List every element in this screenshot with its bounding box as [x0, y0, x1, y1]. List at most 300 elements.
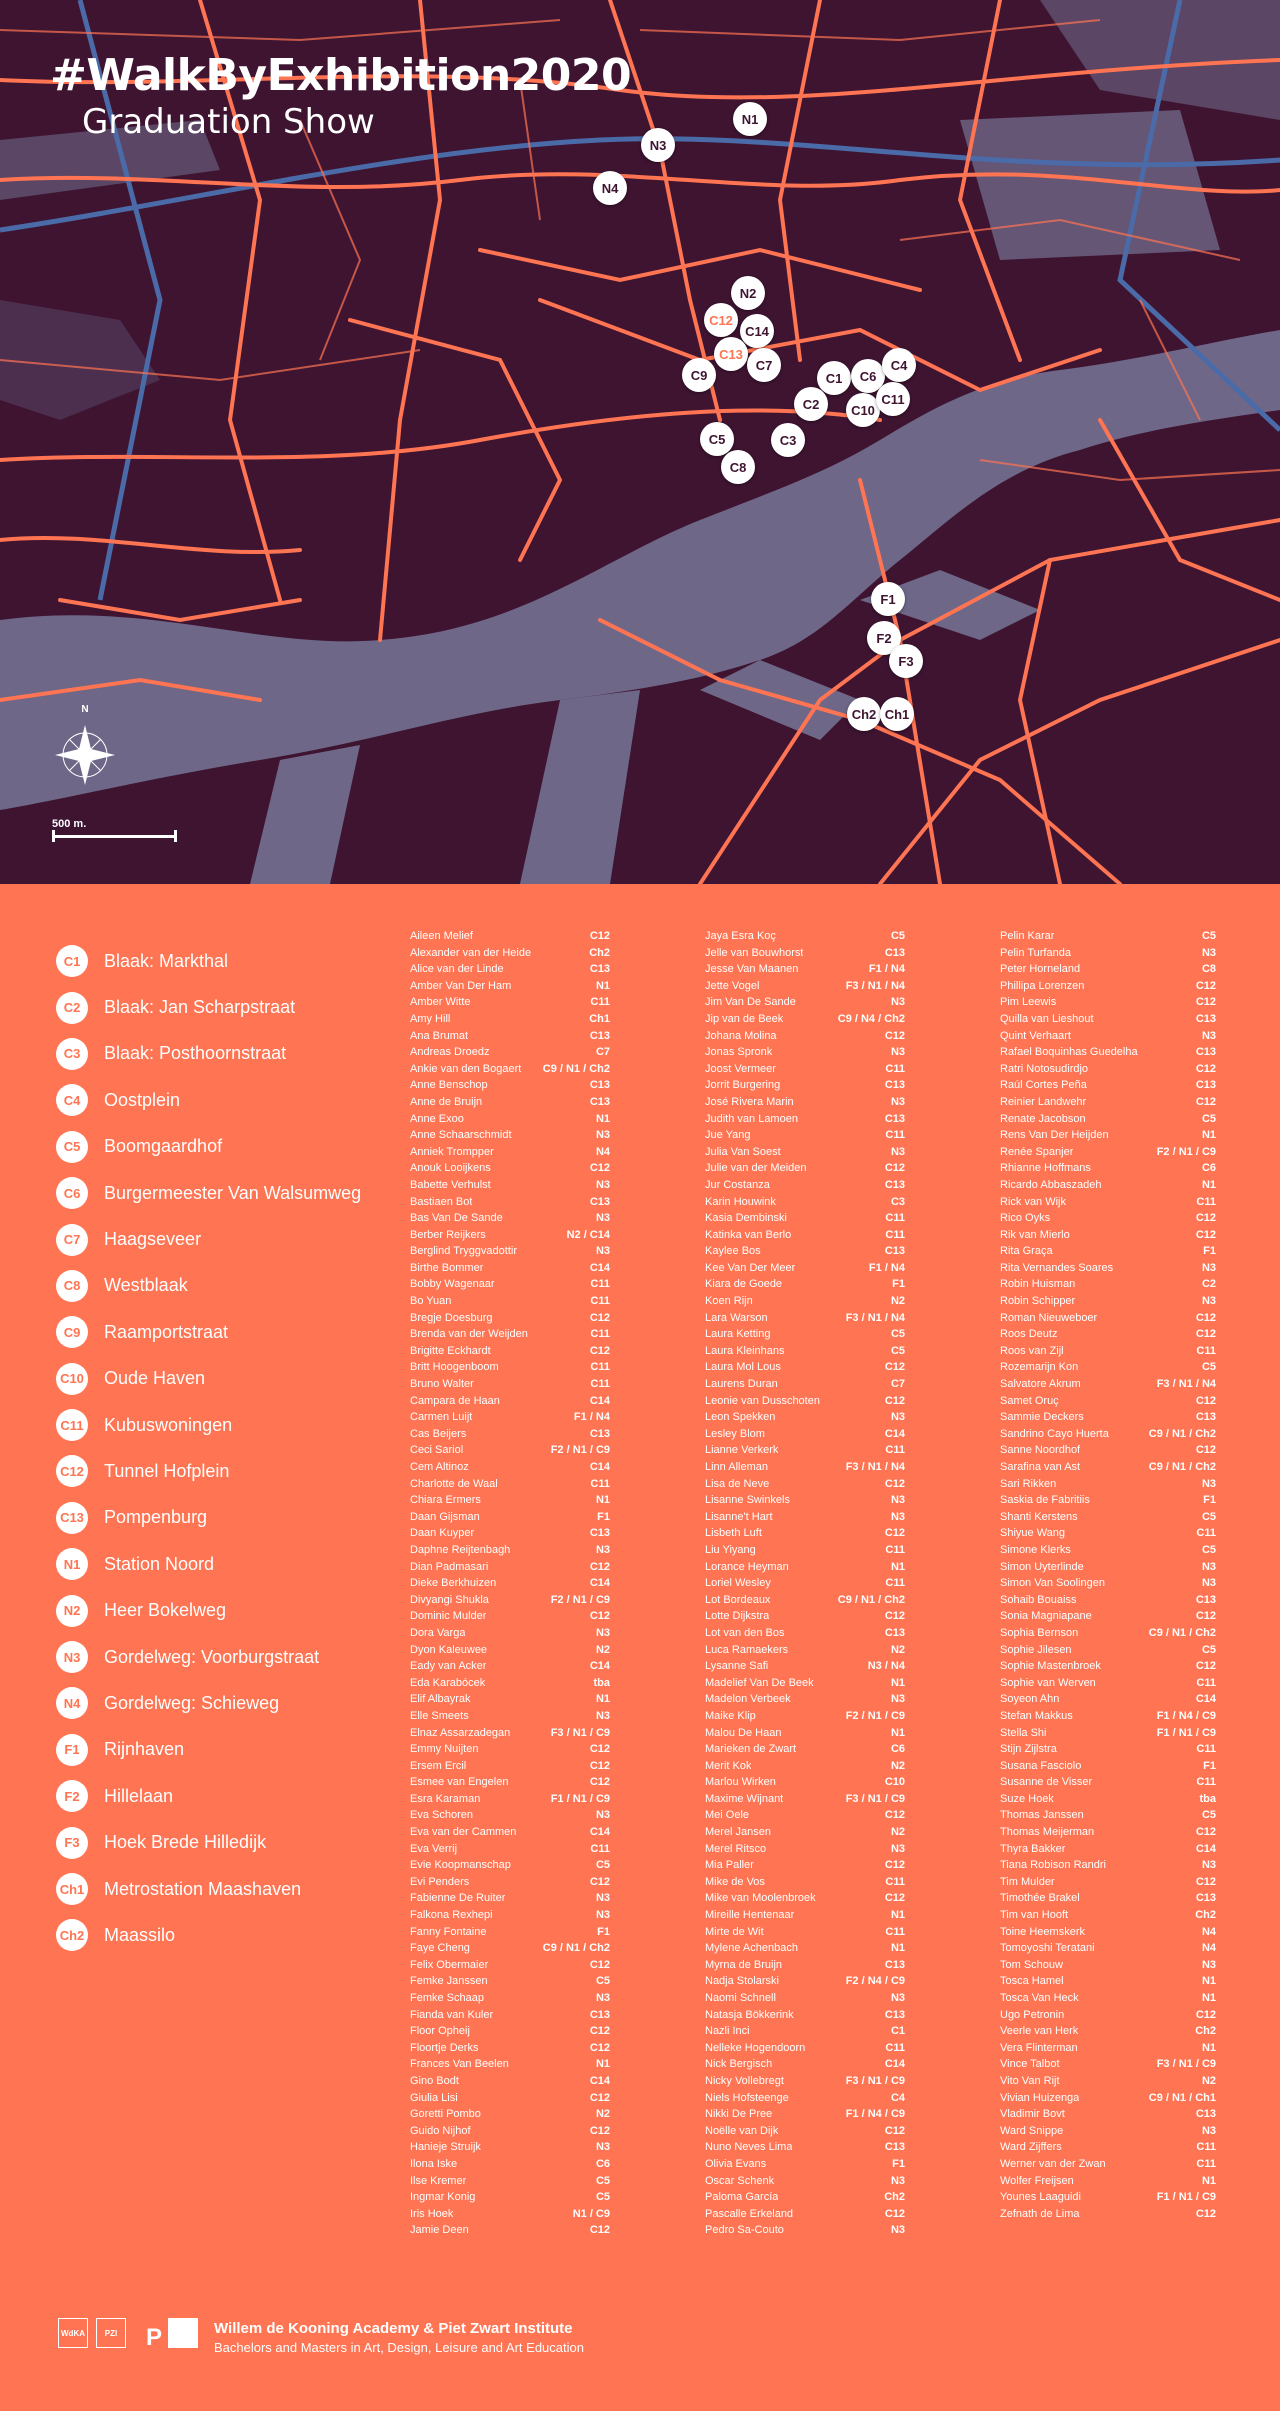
student-row [410, 1658, 610, 1675]
student-row [410, 1525, 610, 1542]
student-name: Elif Albayrak [410, 1693, 471, 1706]
student-location: N3 [1201, 1859, 1216, 1872]
location-label: Pompenburg [104, 1507, 208, 1528]
student-name: Nikki De Pree [705, 2108, 773, 2121]
map-pin-c14[interactable]: C14 [740, 314, 774, 348]
student-name: Rico Oyks [1000, 1212, 1051, 1225]
student-location: C11 [590, 996, 610, 1009]
student-row [410, 2040, 610, 2057]
student-name: Lysanne Safi [705, 1660, 769, 1673]
student-location: N3 [595, 1909, 610, 1922]
student-name: Bas Van De Sande [410, 1212, 503, 1225]
student-location: C14 [589, 1577, 610, 1590]
location-label: Boomgaardhof [104, 1136, 223, 1157]
location-badge: C12 [56, 1455, 88, 1487]
student-name: Rita Vernandes Soares [1000, 1261, 1114, 1274]
legend-item [56, 1587, 386, 1633]
student-row [410, 994, 610, 1011]
legend-item [56, 1263, 386, 1309]
student-name: Renée Spanjer [1000, 1145, 1074, 1158]
student-name: Rick van Wijk [1000, 1195, 1067, 1208]
student-row [410, 1542, 610, 1559]
student-location: C5 [595, 1859, 610, 1872]
student-row [1000, 1393, 1216, 1410]
map-pin-f3[interactable]: F3 [889, 644, 923, 678]
student-location: N1 / C9 [572, 2207, 610, 2220]
student-name: Lot Bordeaux [705, 1593, 771, 1606]
student-row [705, 1708, 905, 1725]
student-row [1000, 1243, 1216, 1260]
student-name: Pascalle Erkeland [705, 2207, 794, 2220]
student-name: Ward Zijffers [1000, 2141, 1062, 2154]
student-location: C2 [1201, 1278, 1216, 1291]
student-name: Raúl Cortes Peña [1000, 1079, 1087, 1092]
student-name: Joost Vermeer [705, 1062, 776, 1075]
map-pin-c9[interactable]: C9 [682, 358, 716, 392]
student-name: Sari Rikken [1000, 1477, 1057, 1490]
legend-item [56, 1031, 386, 1077]
map-pin-c6[interactable]: C6 [851, 359, 885, 393]
map-pin-c7[interactable]: C7 [747, 348, 781, 382]
student-name: Paloma García [705, 2191, 779, 2204]
map-pin-c12[interactable]: C12 [704, 303, 738, 337]
map-pin-c5[interactable]: C5 [700, 422, 734, 456]
student-location: N3 [1201, 1560, 1216, 1573]
student-location: C5 [890, 1344, 905, 1357]
student-name: Nuno Neves Lima [705, 2141, 793, 2154]
student-location: C5 [890, 930, 905, 942]
student-name: Reinier Landwehr [1000, 1095, 1087, 1108]
student-location: C13 [884, 2141, 905, 2154]
student-row [1000, 1111, 1216, 1128]
student-row [410, 1725, 610, 1742]
student-location: C11 [590, 1328, 610, 1341]
location-badge: C1 [56, 945, 88, 977]
student-name: Anne Schaarschmidt [410, 1129, 512, 1142]
student-location: N2 [890, 1295, 905, 1308]
student-location: N3 [890, 2224, 905, 2237]
student-name: Pelin Turfanda [1000, 946, 1071, 959]
student-location: C12 [589, 2224, 610, 2237]
student-row [410, 1094, 610, 1111]
student-name: Brenda van der Weijden [410, 1328, 528, 1341]
student-location: C7 [890, 1378, 905, 1391]
student-location: C5 [595, 1975, 610, 1988]
student-name: Alexander van der Heide [410, 946, 532, 959]
location-label: Kubuswoningen [104, 1414, 233, 1435]
student-row [705, 1592, 905, 1609]
student-row [410, 1841, 610, 1858]
scale-label: 500 m. [52, 818, 87, 830]
student-location: N1 [890, 1909, 905, 1922]
student-row [705, 978, 905, 995]
student-location: C12 [589, 1875, 610, 1888]
student-row [410, 1758, 610, 1775]
legend-item [56, 1866, 386, 1912]
student-location: C11 [1196, 1743, 1216, 1756]
student-row [1000, 1592, 1216, 1609]
map-pin-ch1[interactable]: Ch1 [880, 697, 914, 731]
student-row [410, 1343, 610, 1360]
map-pin-c2[interactable]: C2 [794, 387, 828, 421]
student-name: Thomas Meijerman [1000, 1826, 1095, 1839]
student-name: Falkona Rexhepi [410, 1909, 493, 1922]
student-location: C11 [885, 1212, 905, 1225]
student-row [410, 1210, 610, 1227]
location-label: Rijnhaven [104, 1739, 185, 1760]
student-row [705, 1874, 905, 1891]
student-location: F1 / N1 / C9 [1156, 2191, 1216, 2204]
location-label: Raamportstraat [104, 1321, 229, 1342]
student-location: Ch1 [589, 1012, 610, 1025]
student-location: C5 [1201, 1112, 1216, 1125]
student-location: N4 [595, 1145, 610, 1158]
student-location: C9 / N1 / Ch2 [542, 1062, 610, 1075]
student-row [410, 1509, 610, 1526]
student-name: Dyon Kaleuwee [410, 1643, 488, 1656]
student-location: N3 [595, 1626, 610, 1639]
student-name: Nicky Vollebregt [705, 2074, 784, 2087]
student-location: Ch2 [884, 2191, 905, 2204]
student-row [1000, 1874, 1216, 1891]
student-row [705, 1907, 905, 1924]
student-row [1000, 1924, 1216, 1941]
student-row [705, 2139, 905, 2156]
map-pin-c13[interactable]: C13 [714, 337, 748, 371]
map-pin-f1[interactable]: F1 [871, 582, 905, 616]
student-row [410, 1293, 610, 1310]
student-name: Jip van de Beek [705, 1012, 784, 1025]
student-location: N2 / C14 [566, 1228, 610, 1241]
location-label: Hillelaan [104, 1785, 174, 1806]
student-row [410, 1227, 610, 1244]
student-row [1000, 961, 1216, 978]
student-location: C5 [1201, 930, 1216, 942]
student-row [1000, 945, 1216, 962]
student-row [1000, 2173, 1216, 2190]
student-row [410, 1857, 610, 1874]
student-location: F2 / N1 / C9 [1156, 1145, 1216, 1158]
student-row [705, 2056, 905, 2073]
student-row [705, 1741, 905, 1758]
student-row [410, 2206, 610, 2223]
student-row [1000, 1127, 1216, 1144]
location-label: Haagseveer [104, 1229, 202, 1250]
student-row [705, 1293, 905, 1310]
student-name: Jesse Van Maanen [705, 963, 799, 976]
student-row [705, 2156, 905, 2173]
student-name: Julia Van Soest [705, 1145, 781, 1158]
student-name: Anouk Looijkens [410, 1162, 491, 1175]
student-row [1000, 1293, 1216, 1310]
location-badge: N2 [56, 1595, 88, 1627]
student-location: C12 [1195, 1311, 1216, 1324]
student-row [705, 1160, 905, 1177]
student-location: C12 [589, 2025, 610, 2038]
student-row [705, 2222, 905, 2239]
map-pin-c11[interactable]: C11 [876, 382, 910, 416]
student-location: C9 / N1 / Ch2 [1148, 1461, 1216, 1473]
location-badge: Ch2 [56, 1919, 88, 1951]
student-name: Lisbeth Luft [705, 1527, 762, 1540]
student-location: C12 [884, 1859, 905, 1872]
student-row [1000, 1525, 1216, 1542]
student-name: Phillipa Lorenzen [1000, 979, 1085, 992]
student-row [705, 2073, 905, 2090]
student-name: Pim Leewis [1000, 996, 1057, 1009]
student-name: Laurens Duran [705, 1378, 778, 1391]
student-row [1000, 1376, 1216, 1393]
student-location: F1 [597, 1510, 610, 1523]
student-location: C6 [1201, 1162, 1216, 1175]
student-location: C9 / N4 / Ch2 [837, 1012, 905, 1025]
student-name: Merel Ritsco [705, 1842, 767, 1855]
student-row [410, 1376, 610, 1393]
student-location: F1 / N4 / C9 [845, 2108, 905, 2121]
student-location: C12 [1195, 996, 1216, 1009]
student-row [705, 1061, 905, 1078]
legend-item [56, 1077, 386, 1123]
map-pin-n2[interactable]: N2 [731, 276, 765, 310]
student-name: Quint Verhaart [1000, 1029, 1071, 1042]
student-name: Fabienne De Ruiter [410, 1892, 506, 1905]
student-name: Shiyue Wang [1000, 1527, 1066, 1540]
location-badge: C11 [56, 1409, 88, 1441]
student-row [410, 1924, 610, 1941]
student-name: Kiara de Goede [705, 1278, 783, 1291]
map-pin-c10[interactable]: C10 [846, 393, 880, 427]
student-location: N1 [890, 1726, 905, 1739]
student-row [1000, 2106, 1216, 2123]
student-name: Jur Costanza [705, 1178, 770, 1191]
student-location: C14 [589, 1461, 610, 1473]
student-location: C13 [1195, 2108, 1216, 2121]
student-row [705, 1359, 905, 1376]
student-location: N2 [890, 1643, 905, 1656]
student-row [410, 1824, 610, 1841]
student-row [705, 1691, 905, 1708]
map-pin-c3[interactable]: C3 [771, 423, 805, 457]
student-location: C11 [885, 1875, 905, 1888]
student-location: C11 [590, 1278, 610, 1291]
student-name: Mia Paller [705, 1859, 754, 1872]
student-location: F1 / N1 / C9 [550, 1792, 610, 1805]
student-location: C13 [589, 1029, 610, 1042]
city-map[interactable] [0, 0, 1280, 884]
student-location: N3 [1201, 946, 1216, 959]
student-row [410, 1194, 610, 1211]
student-row [1000, 1260, 1216, 1277]
student-name: Ricardo Abbaszadeh [1000, 1178, 1102, 1191]
student-name: Ingmar Konig [410, 2191, 476, 2204]
student-location: N3 [890, 1510, 905, 1523]
student-location: C13 [589, 1095, 610, 1108]
student-row [1000, 1658, 1216, 1675]
student-name: Floor Opheij [410, 2025, 470, 2038]
student-name: Anne de Bruijn [410, 1095, 483, 1108]
student-location: C12 [884, 1892, 905, 1905]
map-pin-c8[interactable]: C8 [721, 450, 755, 484]
location-badge: C5 [56, 1131, 88, 1163]
student-name: Peter Horneland [1000, 963, 1081, 976]
student-row [705, 1409, 905, 1426]
student-location: C12 [589, 1560, 610, 1573]
map-pin-ch2[interactable]: Ch2 [847, 697, 881, 731]
student-name: Sammie Deckers [1000, 1411, 1084, 1424]
student-name: Mike de Vos [705, 1875, 765, 1888]
student-location: C12 [589, 1759, 610, 1772]
student-row [410, 1144, 610, 1161]
student-name: Malou De Haan [705, 1726, 782, 1739]
student-location: C4 [890, 2091, 905, 2104]
student-row [705, 1642, 905, 1659]
student-location: C13 [884, 946, 905, 959]
student-name: Tosca Hamel [1000, 1975, 1064, 1988]
map-pin-n4[interactable]: N4 [593, 171, 627, 205]
student-location: C11 [1196, 1344, 1216, 1357]
student-row [1000, 1824, 1216, 1841]
student-name: Ratri Notosudirdjo [1000, 1062, 1089, 1075]
compass-icon [50, 700, 120, 790]
student-name: Vito Van Rijt [1000, 2074, 1060, 2087]
student-row [410, 2156, 610, 2173]
student-row [705, 1725, 905, 1742]
student-name: Vera Flinterman [1000, 2041, 1078, 2054]
student-name: Fanny Fontaine [410, 1925, 487, 1938]
student-name: Daan Gijsman [410, 1510, 480, 1523]
map-pin-f2[interactable]: F2 [867, 621, 901, 655]
student-row [410, 1791, 610, 1808]
student-row [410, 1260, 610, 1277]
student-name: Tiana Robison Randri [1000, 1859, 1106, 1872]
location-label: Heer Bokelweg [104, 1600, 227, 1621]
student-row [1000, 928, 1216, 945]
student-row [410, 1608, 610, 1625]
student-name: Marieken de Zwart [705, 1743, 797, 1756]
student-row [1000, 1177, 1216, 1194]
student-row [1000, 1725, 1216, 1742]
map-pin-c1[interactable]: C1 [817, 361, 851, 395]
student-row [705, 2123, 905, 2140]
student-location: C13 [589, 1079, 610, 1092]
student-location: C13 [589, 1527, 610, 1540]
student-row [410, 1160, 610, 1177]
student-name: Liu Yiyang [705, 1543, 756, 1556]
student-row [410, 1592, 610, 1609]
student-row [705, 1028, 905, 1045]
student-name: Bo Yuan [410, 1295, 452, 1308]
location-badge: N4 [56, 1687, 88, 1719]
student-row [705, 1625, 905, 1642]
student-name: Leonie van Dusschoten [705, 1394, 820, 1407]
student-location: C12 [1195, 1062, 1216, 1075]
student-location: N1 [890, 1560, 905, 1573]
student-name: Ana Brumat [410, 1029, 469, 1042]
student-row [1000, 1642, 1216, 1659]
page-title: #WalkByExhibition2020 [50, 50, 632, 101]
student-name: Ankie van den Bogaert [410, 1062, 522, 1075]
student-row [705, 961, 905, 978]
student-location: N3 [595, 1129, 610, 1142]
student-location: N1 [595, 1112, 610, 1125]
student-location: N3 [1201, 1029, 1216, 1042]
student-location: C5 [1201, 1361, 1216, 1374]
student-name: Jamie Deen [410, 2224, 469, 2237]
student-column-2 [705, 928, 905, 2239]
student-name: Sophia Bernson [1000, 1626, 1079, 1639]
student-location: N3 [890, 1842, 905, 1855]
student-location: C12 [884, 1162, 905, 1175]
student-location: C11 [1196, 2141, 1216, 2154]
student-name: Anne Exoo [410, 1112, 464, 1125]
student-row [1000, 1476, 1216, 1493]
student-location: N3 [595, 1212, 610, 1225]
student-location: F3 / N1 / N4 [845, 1311, 905, 1324]
student-name: Eva van der Cammen [410, 1826, 517, 1839]
student-row [705, 1310, 905, 1327]
map-pin-c4[interactable]: C4 [882, 348, 916, 382]
map-pin-n3[interactable]: N3 [641, 128, 675, 162]
student-location: N3 [595, 1992, 610, 2004]
student-name: Ugo Petronin [1000, 2008, 1065, 2021]
student-row [705, 2173, 905, 2190]
student-row [410, 1409, 610, 1426]
student-location: C11 [1196, 1527, 1216, 1540]
student-location: C12 [884, 1394, 905, 1407]
student-name: Eady van Acker [410, 1660, 487, 1673]
student-name: Karin Houwink [705, 1195, 776, 1208]
student-name: Simon Van Soolingen [1000, 1577, 1105, 1590]
student-name: Tosca Van Heck [1000, 1992, 1079, 2004]
student-name: Sophie Jilesen [1000, 1643, 1072, 1656]
student-name: Lisanne Swinkels [705, 1494, 790, 1507]
student-row [1000, 1011, 1216, 1028]
student-row [705, 1525, 905, 1542]
location-label: Hoek Brede Hilledijk [104, 1832, 267, 1853]
student-row [705, 1194, 905, 1211]
student-name: Suze Hoek [1000, 1792, 1054, 1805]
student-name: Felix Obermaier [410, 1958, 489, 1971]
student-location: C11 [590, 1378, 610, 1391]
student-location: N3 [890, 1411, 905, 1424]
student-location: C12 [884, 1809, 905, 1822]
student-row [1000, 1807, 1216, 1824]
student-name: Naomi Schnell [705, 1992, 776, 2004]
pzi-logo: PZI [96, 2318, 126, 2348]
student-location: N1 [1201, 2041, 1216, 2054]
student-location: F3 / N1 / C9 [1156, 2058, 1216, 2071]
student-location: C13 [589, 1195, 610, 1208]
student-row [410, 1675, 610, 1692]
student-row [1000, 2139, 1216, 2156]
student-location: F1 / N1 / C9 [1156, 1726, 1216, 1739]
student-row [410, 1642, 610, 1659]
student-location: N1 [1201, 1975, 1216, 1988]
student-location: C13 [1195, 1046, 1216, 1059]
student-location: C11 [1196, 1676, 1216, 1689]
student-name: Ceci Sariol [410, 1444, 464, 1457]
legend-item [56, 984, 386, 1030]
student-row [1000, 1227, 1216, 1244]
map-pin-n1[interactable]: N1 [733, 102, 767, 136]
student-location: C9 / N1 / Ch2 [837, 1593, 905, 1606]
student-location: N3 [890, 1046, 905, 1059]
student-row [410, 2189, 610, 2206]
student-name: Salvatore Akrum [1000, 1378, 1081, 1391]
student-location: F1 [1203, 1494, 1216, 1507]
student-location: N3 [890, 2174, 905, 2187]
student-row [1000, 1194, 1216, 1211]
